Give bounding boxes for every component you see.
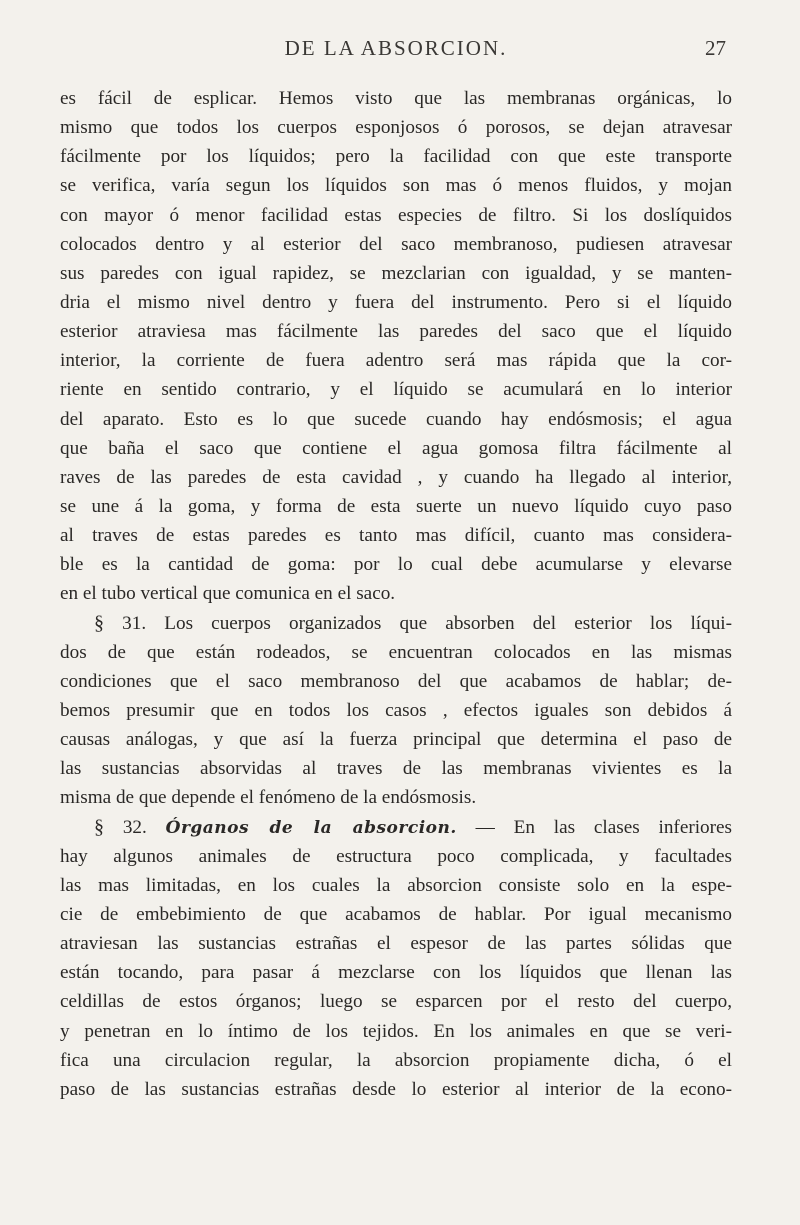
- text-line: se verifica, varía segun los líquidos son mas ó menos fluidos, y mojan: [60, 175, 732, 197]
- paragraph-section-32: [60, 813, 732, 1104]
- running-head: DE LA ABSORCION.: [284, 36, 508, 60]
- text-line: raves de las paredes de esta cavidad , y cuando ha llegado al interior,: [60, 466, 732, 488]
- text-line: [60, 609, 732, 638]
- text-line: causas análogas, y que así la fuerza principal que determina el paso de: [60, 729, 732, 751]
- section-heading: Órganos de la absorcion.: [165, 817, 457, 838]
- text-line: que baña el saco que contiene el agua gomosa filtra fácilmente al: [60, 437, 732, 459]
- page-number: 27: [705, 36, 726, 60]
- section-number: 32.: [122, 816, 147, 838]
- text-line: misma de que depende el fenómeno de la endósmosis.: [60, 787, 477, 809]
- text-line: atraviesan las sustancias estrañas el espesor de las partes sólidas que: [60, 933, 732, 955]
- paragraph-section-31: [60, 609, 732, 813]
- text-line: dria el mismo nivel dentro y fuera del instrumento. Pero si el líquido: [60, 291, 732, 313]
- text-line: colocados dentro y al esterior del saco membranoso, pudiesen atravesar: [60, 233, 732, 255]
- page-header: [66, 36, 726, 70]
- text-line: con mayor ó menor facilidad estas especies de filtro. Si los doslíquidos: [60, 204, 732, 226]
- text-line: paso de las sustancias estrañas desde lo esterior al interior de la econo-: [60, 1078, 732, 1100]
- line-text: Los cuerpos organizados que absorben del esterior los líqui-: [164, 612, 732, 634]
- text-line: hay algunos animales de estructura poco complicada, y facultades: [60, 845, 732, 867]
- text-line: celdillas de estos órganos; luego se esparcen por el resto del cuerpo,: [60, 991, 732, 1013]
- text-line: fica una circulacion regular, la absorcion propiamente dicha, ó el: [60, 1049, 732, 1071]
- text-line: es fácil de esplicar. Hemos visto que las membranas orgánicas, lo: [60, 88, 732, 109]
- text-line: fácilmente por los líquidos; pero la facilidad con que este transporte: [60, 146, 732, 168]
- body-text: [60, 84, 732, 1104]
- text-line: esterior atraviesa mas fácilmente las paredes del saco que el líquido: [60, 321, 732, 343]
- section-mark: §: [94, 611, 104, 634]
- text-line: mismo que todos los cuerpos esponjosos ó porosos, se dejan atravesar: [60, 117, 732, 139]
- text-line: dos de que están rodeados, se encuentran colocados en las mismas: [60, 641, 732, 663]
- section-mark: §: [94, 815, 104, 838]
- text-line: están tocando, para pasar á mezclarse con los líquidos que llenan las: [60, 962, 732, 984]
- text-line: las sustancias absorvidas al traves de las membranas vivientes es la: [60, 758, 732, 780]
- text-line: [60, 813, 732, 842]
- text-line: sus paredes con igual rapidez, se mezclarian con igualdad, y se manten-: [60, 262, 732, 284]
- text-line: del aparato. Esto es lo que sucede cuando hay endósmosis; el agua: [60, 408, 732, 430]
- text-line: riente en sentido contrario, y el líquido se acumulará en lo interior: [60, 379, 732, 401]
- text-line: condiciones que el saco membranoso del que acabamos de hablar; de-: [60, 670, 732, 692]
- text-line: cie de embebimiento de que acabamos de hablar. Por igual mecanismo: [60, 903, 732, 925]
- text-line: bemos presumir que en todos los casos , efectos iguales son debidos á: [60, 699, 732, 721]
- text-line: y penetran en lo íntimo de los tejidos. En los animales en que se veri-: [60, 1020, 732, 1042]
- text-line: en el tubo vertical que comunica en el saco.: [60, 583, 396, 605]
- paragraph-1: [60, 84, 732, 609]
- text-line: las mas limitadas, en los cuales la absorcion consiste solo en la espe-: [60, 874, 732, 896]
- line-text: — En las clases inferiores: [456, 816, 732, 838]
- section-number: 31.: [122, 612, 147, 634]
- text-line: al traves de estas paredes es tanto mas difícil, cuanto mas considera-: [60, 525, 732, 547]
- text-line: se une á la goma, y forma de esta suerte un nuevo líquido cuyo paso: [60, 495, 732, 517]
- text-line: interior, la corriente de fuera adentro será mas rápida que la cor-: [60, 350, 732, 372]
- text-line: ble es la cantidad de goma: por lo cual debe acumularse y elevarse: [60, 554, 732, 576]
